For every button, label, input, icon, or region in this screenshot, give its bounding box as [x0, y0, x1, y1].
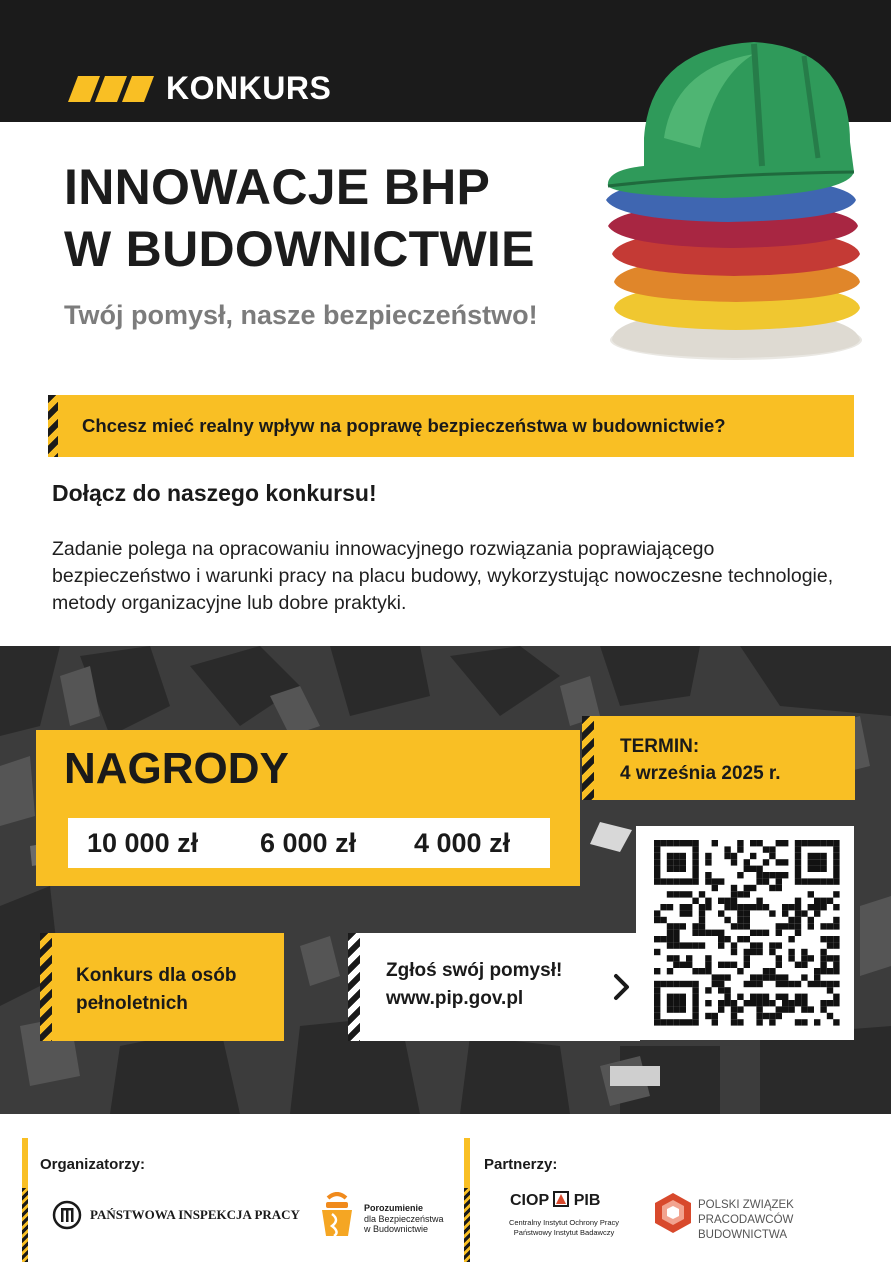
porozumienie-logo-icon: [318, 1192, 356, 1238]
pzpb-line-2: PRACODAWCÓW BUDOWNICTWA: [698, 1214, 794, 1241]
prize-third: 4 000 zł: [414, 828, 511, 858]
footer-accent-right: [464, 1138, 470, 1188]
question-text: Chcesz mieć realny wpływ na poprawę bezpieczeństwa w budownictwie?: [82, 415, 726, 436]
hazard-edge: [48, 395, 58, 457]
prize-first: 10 000 zł: [87, 828, 199, 858]
tagline: Twój pomysł, nasze bezpieczeństwo!: [64, 300, 538, 330]
pip-logo-icon: [52, 1200, 82, 1230]
prizes-heading: NAGRODY: [64, 744, 289, 793]
submit-callout: Zgłoś swój pomysł!: [386, 960, 563, 981]
ciop-name-right: PIB: [573, 1192, 601, 1209]
pip-name: PAŃSTWOWA INSPEKCJA PRACY: [90, 1207, 300, 1222]
deadline-label: TERMIN:: [620, 736, 700, 757]
hazard-edge: [40, 933, 52, 1041]
porozumienie-line-2: dla Bezpieczeństwa: [364, 1213, 444, 1224]
hazard-stripes-icon: [68, 76, 154, 102]
ciop-line-2: Państwowy Instytut Badawczy: [513, 1227, 615, 1237]
ciop-emblem-icon: [553, 1191, 569, 1207]
question-banner: [48, 395, 854, 457]
deadline-date: 4 września 2025 r.: [620, 763, 781, 784]
porozumienie-title: Porozumienie: [364, 1203, 424, 1213]
contest-badge: KONKURS: [166, 70, 332, 106]
hazard-edge: [582, 716, 594, 800]
page-title: [64, 156, 535, 280]
join-heading: Dołącz do naszego konkursu!: [52, 480, 377, 506]
helmet-stack-icon: [604, 38, 866, 368]
pzpb-line-1: POLSKI ZWIĄZEK: [698, 1199, 794, 1211]
hazard-edge: [348, 933, 360, 1041]
submit-panel[interactable]: [348, 933, 640, 1041]
title-line-2: W BUDOWNICTWIE: [64, 221, 535, 277]
deadline-panel: [582, 716, 855, 800]
pzpb-logo-icon: [654, 1192, 692, 1234]
qr-code-icon: [636, 826, 854, 1040]
submit-link[interactable]: www.pip.gov.pl: [386, 988, 524, 1009]
eligibility-text: Konkurs dla osób pełnoletnich: [76, 965, 237, 1014]
footer-hazard-left: [22, 1188, 28, 1262]
prizes-list: [68, 818, 550, 868]
porozumienie-line-3: w Budownictwie: [364, 1224, 429, 1234]
partners-label: Partnerzy:: [484, 1156, 558, 1173]
ciop-subtitle: [500, 1218, 628, 1237]
pzpb-name: [698, 1198, 868, 1243]
ciop-line-1: Centralny Instytut Ochrony Pracy: [508, 1218, 620, 1227]
description-text: Zadanie polega na opracowaniu innowacyjnego rozwiązania poprawiającego bezpieczeństwo i warunki pracy na placu budowy, wykorzystując nowoczesne technologie, metody organizacyjne lub dobre praktyki.: [52, 538, 834, 614]
organizers-label: Organizatorzy:: [40, 1156, 146, 1173]
prize-second: 6 000 zł: [260, 828, 357, 858]
footer-accent-left: [22, 1138, 28, 1188]
qr-code[interactable]: [636, 826, 854, 1040]
ciop-name-left: CIOP: [510, 1192, 549, 1209]
ciop-name: [510, 1191, 600, 1210]
chevron-right-icon[interactable]: [612, 973, 632, 1001]
title-line-1: INNOWACJE BHP: [64, 159, 491, 215]
porozumienie-name: [364, 1203, 474, 1235]
